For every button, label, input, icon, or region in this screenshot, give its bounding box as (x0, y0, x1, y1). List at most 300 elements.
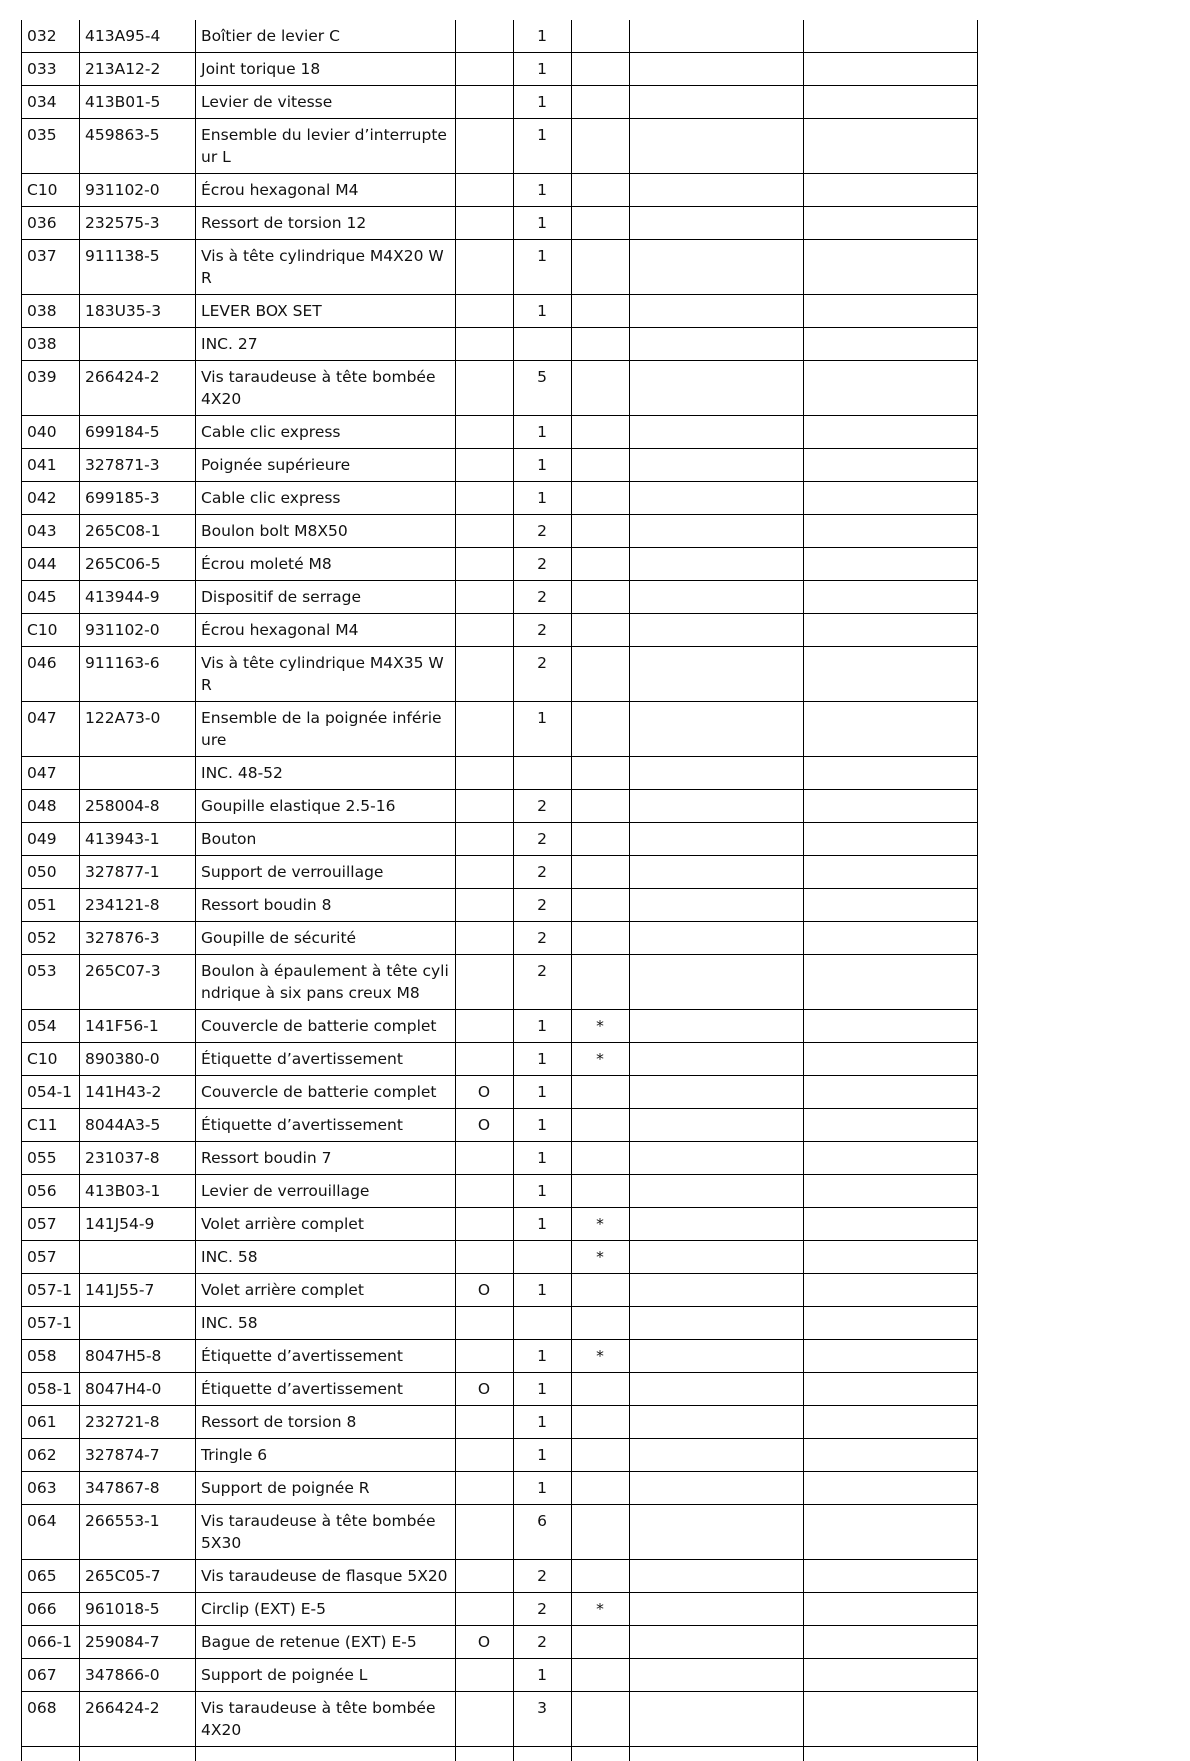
blank-cell (514, 1747, 572, 1761)
description-cell: Écrou moleté M8 (196, 548, 456, 581)
mark-cell (456, 53, 514, 86)
part-code-cell (80, 1241, 196, 1274)
note-cell (572, 614, 630, 647)
note-cell (572, 1659, 630, 1692)
description-cell: Couvercle de batterie complet (196, 1076, 456, 1109)
item-number-cell: 051 (22, 889, 80, 922)
blank-cell (804, 295, 978, 328)
part-code-cell: 259084-7 (80, 1626, 196, 1659)
description-cell: INC. 27 (196, 328, 456, 361)
blank-cell (630, 207, 804, 240)
item-number-cell: 035 (22, 119, 80, 174)
quantity-cell (514, 1241, 572, 1274)
mark-cell (456, 1406, 514, 1439)
mark-cell (456, 361, 514, 416)
blank-cell (804, 1307, 978, 1340)
blank-cell (804, 581, 978, 614)
table-row (22, 207, 978, 240)
blank-cell (804, 1406, 978, 1439)
quantity-cell: 2 (514, 922, 572, 955)
blank-cell (630, 53, 804, 86)
mark-cell (456, 889, 514, 922)
description-cell: Cable clic express (196, 416, 456, 449)
mark-cell (456, 449, 514, 482)
item-number-cell: C11 (22, 1109, 80, 1142)
description-cell: Support de verrouillage (196, 856, 456, 889)
blank-cell (804, 548, 978, 581)
description-cell: Bouton (196, 823, 456, 856)
mark-cell (456, 1043, 514, 1076)
mark-cell (456, 1505, 514, 1560)
blank-cell (804, 449, 978, 482)
blank-cell (804, 482, 978, 515)
description-cell: Ressort de torsion 8 (196, 1406, 456, 1439)
description-cell: Étiquette d’avertissement (196, 1373, 456, 1406)
mark-cell (456, 922, 514, 955)
part-code-cell: 141J54-9 (80, 1208, 196, 1241)
blank-cell (630, 889, 804, 922)
item-number-cell: 047 (22, 757, 80, 790)
blank-cell (196, 1747, 456, 1761)
table-row (22, 53, 978, 86)
table-row (22, 119, 978, 174)
part-code-cell: 234121-8 (80, 889, 196, 922)
blank-cell (630, 1593, 804, 1626)
mark-cell (456, 1659, 514, 1692)
quantity-cell: 2 (514, 823, 572, 856)
table-row (22, 757, 978, 790)
quantity-cell: 1 (514, 86, 572, 119)
quantity-cell: 2 (514, 1593, 572, 1626)
blank-cell (630, 1274, 804, 1307)
part-code-cell (80, 757, 196, 790)
quantity-cell: 1 (514, 1274, 572, 1307)
blank-cell (804, 361, 978, 416)
note-cell (572, 1109, 630, 1142)
table-row (22, 922, 978, 955)
description-cell: Ensemble du levier d’interrupteur L (196, 119, 456, 174)
note-cell (572, 295, 630, 328)
quantity-cell: 2 (514, 790, 572, 823)
table-row (22, 1560, 978, 1593)
table-row (22, 1010, 978, 1043)
blank-cell (804, 53, 978, 86)
mark-cell (456, 548, 514, 581)
quantity-cell: 1 (514, 1373, 572, 1406)
note-cell (572, 1175, 630, 1208)
blank-cell (804, 823, 978, 856)
item-number-cell: 046 (22, 647, 80, 702)
mark-cell (456, 1472, 514, 1505)
quantity-cell: 1 (514, 1439, 572, 1472)
part-code-cell: 911163-6 (80, 647, 196, 702)
blank-cell (804, 1076, 978, 1109)
blank-cell (804, 1274, 978, 1307)
item-number-cell: 066-1 (22, 1626, 80, 1659)
part-code-cell (80, 1307, 196, 1340)
description-cell: Boulon à épaulement à tête cylindrique à six pans creux M8 (196, 955, 456, 1010)
table-row (22, 1208, 978, 1241)
description-cell: Tringle 6 (196, 1439, 456, 1472)
table-row (22, 614, 978, 647)
blank-cell (804, 1626, 978, 1659)
note-cell (572, 20, 630, 53)
note-cell (572, 328, 630, 361)
part-code-cell: 459863-5 (80, 119, 196, 174)
note-cell (572, 1472, 630, 1505)
blank-cell (630, 1560, 804, 1593)
description-cell: Vis taraudeuse à tête bombée 4X20 (196, 361, 456, 416)
blank-cell (630, 1175, 804, 1208)
blank-cell (804, 119, 978, 174)
mark-cell (456, 581, 514, 614)
blank-cell (804, 790, 978, 823)
item-number-cell: 048 (22, 790, 80, 823)
part-code-cell: 327871-3 (80, 449, 196, 482)
quantity-cell: 1 (514, 1406, 572, 1439)
blank-cell (630, 1439, 804, 1472)
blank-cell (630, 20, 804, 53)
mark-cell (456, 1010, 514, 1043)
blank-cell (630, 1747, 804, 1761)
table-row (22, 1175, 978, 1208)
blank-cell (630, 581, 804, 614)
quantity-cell: 2 (514, 1560, 572, 1593)
quantity-cell: 5 (514, 361, 572, 416)
mark-cell (456, 1241, 514, 1274)
table-row (22, 1593, 978, 1626)
table-row (22, 647, 978, 702)
part-code-cell: 931102-0 (80, 614, 196, 647)
note-cell (572, 955, 630, 1010)
quantity-cell: 1 (514, 1340, 572, 1373)
description-cell: Ressort boudin 7 (196, 1142, 456, 1175)
item-number-cell: 057-1 (22, 1307, 80, 1340)
blank-cell (804, 174, 978, 207)
item-number-cell: 054 (22, 1010, 80, 1043)
blank-cell (572, 1747, 630, 1761)
quantity-cell: 1 (514, 482, 572, 515)
mark-cell (456, 790, 514, 823)
table-row (22, 1043, 978, 1076)
item-number-cell: 054-1 (22, 1076, 80, 1109)
blank-cell (804, 207, 978, 240)
note-cell (572, 702, 630, 757)
blank-cell (630, 1692, 804, 1747)
blank-cell (804, 416, 978, 449)
blank-cell (456, 1747, 514, 1761)
blank-cell (804, 515, 978, 548)
blank-cell (630, 702, 804, 757)
description-cell: Couvercle de batterie complet (196, 1010, 456, 1043)
blank-cell (804, 1747, 978, 1761)
note-cell (572, 581, 630, 614)
quantity-cell: 2 (514, 955, 572, 1010)
mark-cell: O (456, 1626, 514, 1659)
note-cell: * (572, 1593, 630, 1626)
note-cell (572, 856, 630, 889)
part-code-cell: 231037-8 (80, 1142, 196, 1175)
blank-cell (804, 1208, 978, 1241)
part-code-cell: 141H43-2 (80, 1076, 196, 1109)
blank-cell (804, 1175, 978, 1208)
description-cell: Circlip (EXT) E-5 (196, 1593, 456, 1626)
mark-cell (456, 856, 514, 889)
blank-cell (22, 1747, 80, 1761)
description-cell: Ensemble de la poignée inférieure (196, 702, 456, 757)
item-number-cell: 033 (22, 53, 80, 86)
note-cell (572, 515, 630, 548)
quantity-cell: 1 (514, 702, 572, 757)
blank-cell (804, 1505, 978, 1560)
quantity-cell: 1 (514, 1472, 572, 1505)
item-number-cell: C10 (22, 174, 80, 207)
blank-cell (804, 86, 978, 119)
mark-cell (456, 1307, 514, 1340)
note-cell (572, 922, 630, 955)
description-cell: Joint torique 18 (196, 53, 456, 86)
table-row (22, 416, 978, 449)
item-number-cell: 043 (22, 515, 80, 548)
blank-cell (630, 548, 804, 581)
quantity-cell: 1 (514, 1109, 572, 1142)
item-number-cell: 058 (22, 1340, 80, 1373)
note-cell: * (572, 1010, 630, 1043)
mark-cell (456, 823, 514, 856)
mark-cell (456, 482, 514, 515)
description-cell: Cable clic express (196, 482, 456, 515)
description-cell: Ressort boudin 8 (196, 889, 456, 922)
description-cell: Étiquette d’avertissement (196, 1109, 456, 1142)
part-code-cell: 265C08-1 (80, 515, 196, 548)
table-row (22, 889, 978, 922)
blank-cell (804, 240, 978, 295)
item-number-cell: 057 (22, 1208, 80, 1241)
note-cell (572, 790, 630, 823)
blank-cell (630, 1010, 804, 1043)
item-number-cell: 062 (22, 1439, 80, 1472)
mark-cell (456, 328, 514, 361)
table-row (22, 328, 978, 361)
table-row (22, 581, 978, 614)
table-row (22, 548, 978, 581)
part-code-cell: 327874-7 (80, 1439, 196, 1472)
description-cell: Support de poignée R (196, 1472, 456, 1505)
item-number-cell: 044 (22, 548, 80, 581)
item-number-cell: 057-1 (22, 1274, 80, 1307)
blank-cell (630, 614, 804, 647)
item-number-cell: 057 (22, 1241, 80, 1274)
blank-cell (630, 1472, 804, 1505)
blank-cell (630, 1142, 804, 1175)
part-code-cell: 213A12-2 (80, 53, 196, 86)
table-row (22, 1406, 978, 1439)
blank-cell (630, 1109, 804, 1142)
description-cell: INC. 58 (196, 1241, 456, 1274)
blank-cell (804, 1043, 978, 1076)
note-cell: * (572, 1241, 630, 1274)
mark-cell (456, 955, 514, 1010)
quantity-cell: 1 (514, 1043, 572, 1076)
table-row (22, 1076, 978, 1109)
blank-cell (804, 1340, 978, 1373)
note-cell (572, 416, 630, 449)
blank-cell (804, 1593, 978, 1626)
mark-cell (456, 86, 514, 119)
note-cell (572, 1626, 630, 1659)
description-cell: INC. 58 (196, 1307, 456, 1340)
blank-cell (804, 647, 978, 702)
item-number-cell: 064 (22, 1505, 80, 1560)
blank-cell (630, 295, 804, 328)
part-code-cell: 8044A3-5 (80, 1109, 196, 1142)
description-cell: Volet arrière complet (196, 1274, 456, 1307)
note-cell (572, 119, 630, 174)
mark-cell: O (456, 1274, 514, 1307)
quantity-cell: 1 (514, 53, 572, 86)
description-cell: Ressort de torsion 12 (196, 207, 456, 240)
item-number-cell: 032 (22, 20, 80, 53)
table-row (22, 240, 978, 295)
mark-cell (456, 757, 514, 790)
blank-cell (630, 1241, 804, 1274)
item-number-cell: 041 (22, 449, 80, 482)
part-code-cell (80, 328, 196, 361)
blank-cell (804, 922, 978, 955)
blank-cell (804, 20, 978, 53)
quantity-cell (514, 757, 572, 790)
mark-cell (456, 295, 514, 328)
note-cell (572, 361, 630, 416)
parts-list-table (21, 20, 978, 1761)
note-cell (572, 889, 630, 922)
blank-cell (804, 1373, 978, 1406)
parts-table-body (22, 20, 978, 1761)
item-number-cell: 047 (22, 702, 80, 757)
mark-cell (456, 1560, 514, 1593)
blank-cell (630, 416, 804, 449)
mark-cell (456, 1593, 514, 1626)
description-cell: Vis taraudeuse de flasque 5X20 (196, 1560, 456, 1593)
item-number-cell: 050 (22, 856, 80, 889)
description-cell: Volet arrière complet (196, 1208, 456, 1241)
description-cell: Vis taraudeuse à tête bombée 4X20 (196, 1692, 456, 1747)
blank-cell (804, 1692, 978, 1747)
quantity-cell: 1 (514, 1659, 572, 1692)
item-number-cell: 042 (22, 482, 80, 515)
description-cell: Vis à tête cylindrique M4X20 WR (196, 240, 456, 295)
note-cell (572, 1406, 630, 1439)
blank-cell (804, 1472, 978, 1505)
blank-cell (804, 614, 978, 647)
item-number-cell: 066 (22, 1593, 80, 1626)
mark-cell (456, 702, 514, 757)
quantity-cell: 1 (514, 119, 572, 174)
mark-cell (456, 1175, 514, 1208)
blank-cell (630, 1208, 804, 1241)
quantity-cell: 6 (514, 1505, 572, 1560)
part-code-cell: 265C07-3 (80, 955, 196, 1010)
blank-cell (630, 790, 804, 823)
mark-cell (456, 207, 514, 240)
blank-cell (630, 922, 804, 955)
part-code-cell: 699184-5 (80, 416, 196, 449)
quantity-cell: 2 (514, 1626, 572, 1659)
mark-cell (456, 174, 514, 207)
part-code-cell: 413943-1 (80, 823, 196, 856)
blank-cell (804, 1010, 978, 1043)
item-number-cell: 055 (22, 1142, 80, 1175)
blank-cell (804, 328, 978, 361)
note-cell (572, 240, 630, 295)
note-cell: * (572, 1208, 630, 1241)
blank-cell (630, 119, 804, 174)
blank-cell (630, 449, 804, 482)
description-cell: Boîtier de levier C (196, 20, 456, 53)
item-number-cell: 036 (22, 207, 80, 240)
part-code-cell: 266424-2 (80, 361, 196, 416)
table-row (22, 361, 978, 416)
blank-cell (804, 702, 978, 757)
description-cell: Écrou hexagonal M4 (196, 174, 456, 207)
blank-cell (630, 1406, 804, 1439)
part-code-cell: 911138-5 (80, 240, 196, 295)
mark-cell (456, 1142, 514, 1175)
table-row (22, 702, 978, 757)
blank-cell (630, 1043, 804, 1076)
table-row (22, 1373, 978, 1406)
description-cell: Support de poignée L (196, 1659, 456, 1692)
table-row (22, 856, 978, 889)
description-cell: Levier de verrouillage (196, 1175, 456, 1208)
note-cell (572, 1505, 630, 1560)
note-cell (572, 1076, 630, 1109)
note-cell (572, 1439, 630, 1472)
quantity-cell: 2 (514, 856, 572, 889)
description-cell: Bague de retenue (EXT) E-5 (196, 1626, 456, 1659)
mark-cell (456, 119, 514, 174)
blank-cell (630, 1373, 804, 1406)
blank-cell (630, 1626, 804, 1659)
note-cell (572, 1560, 630, 1593)
part-code-cell: 413B01-5 (80, 86, 196, 119)
blank-cell (630, 240, 804, 295)
blank-cell (630, 856, 804, 889)
table-row (22, 1439, 978, 1472)
quantity-cell: 1 (514, 416, 572, 449)
mark-cell: O (456, 1109, 514, 1142)
note-cell (572, 207, 630, 240)
blank-cell (804, 1142, 978, 1175)
quantity-cell: 1 (514, 1142, 572, 1175)
note-cell (572, 757, 630, 790)
note-cell (572, 548, 630, 581)
item-number-cell: 038 (22, 328, 80, 361)
part-code-cell: 347867-8 (80, 1472, 196, 1505)
note-cell (572, 449, 630, 482)
table-row (22, 1109, 978, 1142)
blank-cell (804, 955, 978, 1010)
part-code-cell: 232721-8 (80, 1406, 196, 1439)
note-cell (572, 53, 630, 86)
item-number-cell: 065 (22, 1560, 80, 1593)
quantity-cell: 1 (514, 1208, 572, 1241)
description-cell: INC. 48-52 (196, 757, 456, 790)
table-row (22, 86, 978, 119)
description-cell: Vis taraudeuse à tête bombée 5X30 (196, 1505, 456, 1560)
description-cell: Étiquette d’avertissement (196, 1043, 456, 1076)
blank-cell (630, 1340, 804, 1373)
